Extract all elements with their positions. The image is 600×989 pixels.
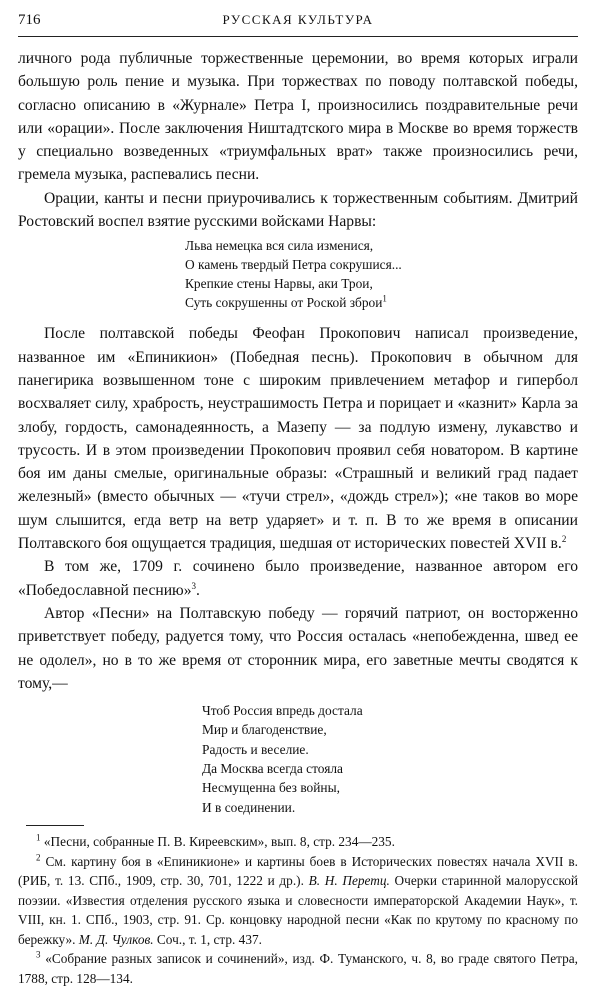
paragraph-3-text: После полтавской победы Феофан Прокопович написал произведение, названное им «Епиникион» (Победная песнь). Прокопович в обычном для панегирика возвышенном тоне с широким привлечением метафор и гипербол восхваляет силу, храбрость, неустрашимость Петра и порицает и «казнит» Карла за злобу, гордость, самонадеянность, а Мазепу — за подлую измену, лукавство и трусость. И в этом произведении Прокопович проявил себя новатором. В картине боя им даны смелые, оригинальные образы: «Страшный и великий град падает железный» (вместо обычных — «тучи стрел», «дождь стрел»); «не таков во море шум слышится, егда ветр на ветр ударяет» и т. п. В то же время в описании Полтавского боя ощущается традиция, шедшая от исторических повестей XVII в. (18, 325, 578, 553)
verse-line (185, 293, 578, 312)
footnote-number: 1 (36, 832, 41, 843)
footnote-marker: 1 (382, 293, 387, 304)
paragraph-3 (18, 322, 578, 555)
verse-line: Радость и веселие. (202, 741, 309, 757)
body-text (18, 47, 578, 817)
document-page (18, 12, 578, 989)
footnote-rule (26, 825, 84, 826)
header-rule (18, 36, 578, 37)
footnote-3-text: «Собрание разных записок и сочинений», изд. Ф. Туманского, ч. 8, во граде святого Петра, 1788, стр. 128—134. (18, 951, 578, 987)
verse-line: О камень твердый Петра сокрушися... (185, 257, 402, 273)
footnote-2-text-a: См. картину боя в «Епиникионе» и картины боев в Исторических повестях начала XVII в. (РИБ, т. 13. СПб., 1909, стр. 30, 701, 1222 и др.). (18, 853, 578, 889)
footnote-2-text-e: Соч., т. 1, стр. 437. (156, 931, 262, 947)
verse-line: Мир и благоденствие, (202, 722, 327, 738)
verse-block-narva (185, 236, 578, 312)
footnote-3 (18, 949, 578, 988)
verse-line: Крепкие стены Нарвы, аки Трои, (185, 276, 373, 292)
page-header (18, 12, 578, 34)
verse-block-song (202, 701, 578, 817)
footnote-2-author-peretz: В. Н. Перетц. (308, 873, 390, 889)
paragraph-1: личного рода публичные торжественные церемонии, во время которых играли большую роль пение и музыка. При торжествах по поводу полтавской победы, согласно описанию в «Журнале» Петра I, произносились поздравительные речи или «орации». После заключения Ништадтского мира в Москве во время торжеств у специально возведенных «триумфальных врат» также произносились речи, гремела музыка, распевались песни. (18, 50, 578, 184)
running-title: РУССКАЯ КУЛЬТУРА (222, 12, 374, 27)
footnote-1 (18, 832, 578, 852)
footnote-marker: 2 (561, 533, 567, 544)
paragraph-4: В том же, 1709 г. сочинено было произведение, названное автором его «Победославной песнию»$^3$. (18, 558, 578, 599)
verse-line: И в соединении. (202, 799, 296, 815)
page-number: 716 (18, 12, 41, 28)
verse-line: Льва немецка вся сила изменися, (185, 238, 374, 254)
footnote-marker: 3 (191, 580, 197, 591)
paragraph-4-text: В том же, 1709 г. сочинено было произведение, названное автором его «Победославной песнию» (18, 558, 578, 599)
footnote-2 (18, 852, 578, 950)
verse-line: Чтоб Россия впредь достала (202, 703, 363, 719)
paragraph-5: Автор «Песни» на Полтавскую победу — горячий патриот, он восторженно приветствует победу, радуется тому, что Россия осталась «непобежденна, швед ее не одолел», но в то же время от сторонник мира, его заветные мечты сводятся к тому,— (18, 604, 578, 692)
paragraph-2: Орации, канты и песни приурочивались к торжественным событиям. Дмитрий Ростовский воспел взятие русскими войсками Нарвы: (18, 189, 578, 231)
verse-line: Да Москва всегда стояла (202, 761, 343, 777)
footnote-2-text-c: Очерки старинной малорусской поэзии. «Известия отделения русского языка и словесности императорской Академии Наук», т. VIII, кн. 1. СПб., 1903, стр. 91. Ср. концовку народной песни «Как по крутому по красному по бережку». (18, 873, 579, 947)
footnote-1-text: «Песни, собранные П. В. Киреевским», вып. 8, стр. 234—235. (43, 833, 395, 849)
footnote-number: 2 (36, 852, 41, 863)
footnote-2-author-chulkov: М. Д. Чулков. (78, 931, 154, 947)
footnote-number: 3 (36, 950, 41, 961)
footnotes (18, 832, 578, 989)
verse-line-text: Суть сокрушенны от Роской зброи (185, 295, 383, 311)
verse-line: Несмущенна без войны, (202, 780, 340, 796)
